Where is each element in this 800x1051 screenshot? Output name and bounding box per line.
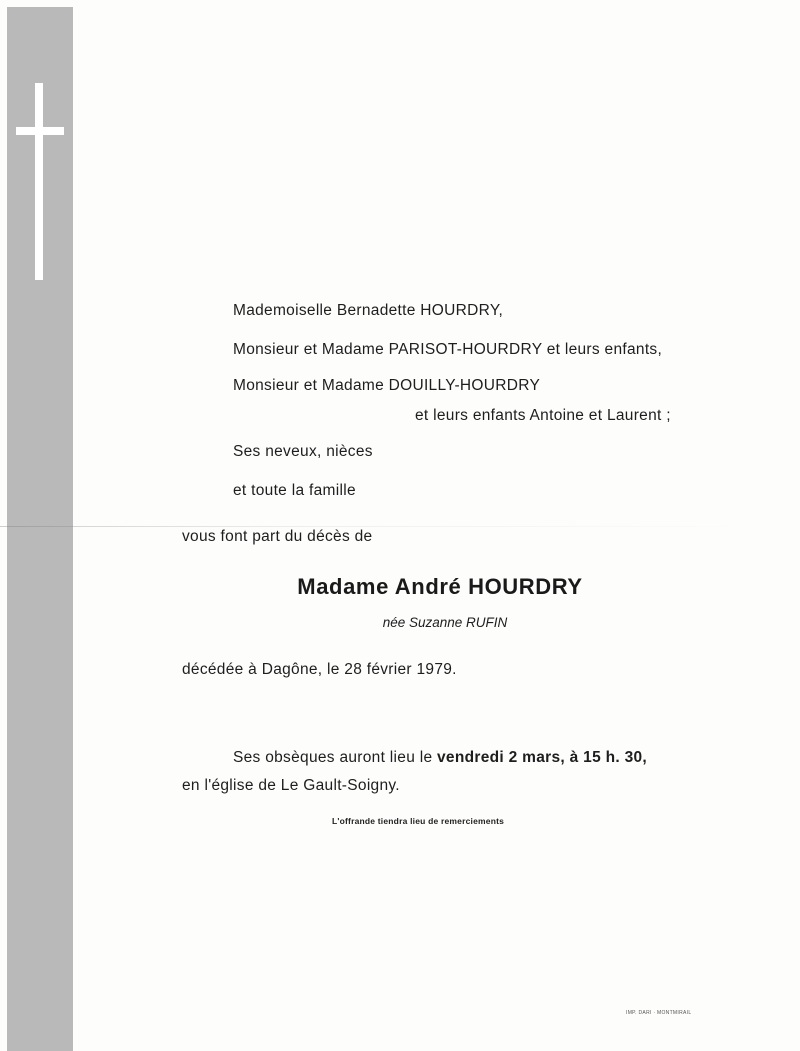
announcement-text: vous font part du décès de xyxy=(182,528,373,545)
printer-mark: IMP. DARI · MONTMIRAIL xyxy=(626,1010,692,1016)
offering-note: L'offrande tiendra lieu de remerciements xyxy=(332,816,505,826)
funeral-details xyxy=(233,749,647,767)
deceased-name: Madame André HOURDRY xyxy=(297,574,583,599)
maiden-name: née Suzanne RUFIN xyxy=(382,615,508,630)
family-line-2: Monsieur et Madame PARISOT-HOURDRY et leurs enfants, xyxy=(233,341,663,358)
cross-icon xyxy=(35,83,43,280)
funeral-datetime: vendredi 2 mars, à 15 h. 30, xyxy=(437,749,648,766)
funeral-prefix: Ses obsèques auront lieu le xyxy=(233,749,438,766)
family-line-1: Mademoiselle Bernadette HOURDRY, xyxy=(233,302,504,319)
death-date: décédée à Dagône, le 28 février 1979. xyxy=(182,661,457,678)
family-line-3-continued: et leurs enfants Antoine et Laurent ; xyxy=(415,407,671,424)
family-line-5: et toute la famille xyxy=(233,482,356,499)
family-line-4: Ses neveux, nièces xyxy=(233,443,373,460)
paper-fold xyxy=(0,526,800,527)
family-line-3: Monsieur et Madame DOUILLY-HOURDRY xyxy=(233,377,541,394)
cross-icon-bar xyxy=(16,127,64,135)
funeral-place: en l'église de Le Gault-Soigny. xyxy=(182,777,400,794)
